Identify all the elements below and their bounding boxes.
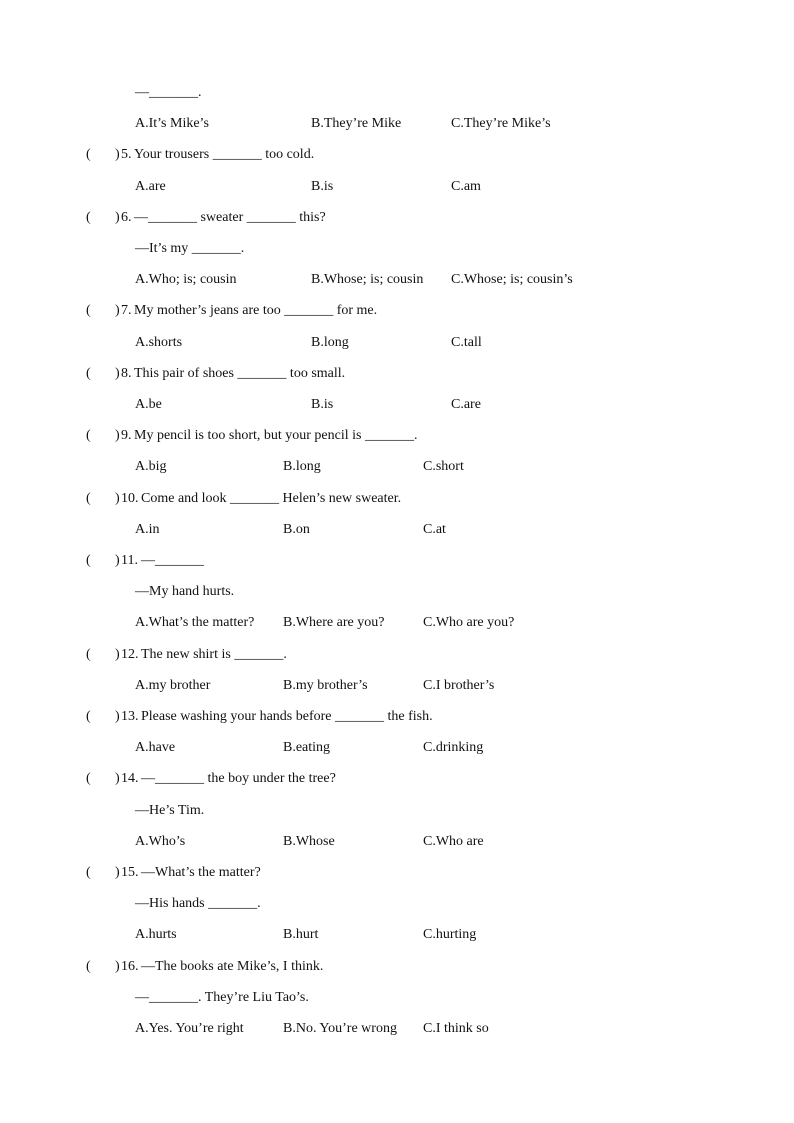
q16-option-b: B.No. You’re wrong <box>283 1021 397 1036</box>
q13-option-c: C.drinking <box>423 740 484 755</box>
q10-stem: Come and look _______ Helen’s new sweater. <box>141 491 402 506</box>
q5-option-c: C.am <box>451 179 481 194</box>
q13-bracket-open: ( <box>86 709 91 724</box>
q16-bracket-open: ( <box>86 959 91 974</box>
q5-stem: Your trousers _______ too cold. <box>134 147 315 162</box>
q12-option-b: B.my brother’s <box>283 678 368 693</box>
q6-bracket-close: ) <box>115 210 120 225</box>
q6-number: 6. <box>121 210 132 225</box>
q16-option-a: A.Yes. You’re right <box>135 1021 244 1036</box>
q14-line-2: —He’s Tim. <box>135 803 205 818</box>
q14-number: 14. <box>121 771 139 786</box>
q8-bracket-close: ) <box>115 366 120 381</box>
q7-bracket-close: ) <box>115 303 120 318</box>
q4-option-b: B.They’re Mike <box>311 116 402 131</box>
q9-option-c: C.short <box>423 459 464 474</box>
q14-bracket-close: ) <box>115 771 120 786</box>
q15-bracket-open: ( <box>86 865 91 880</box>
q6-option-a: A.Who; is; cousin <box>135 272 237 287</box>
q15-option-a: A.hurts <box>135 927 177 942</box>
q6-bracket-open: ( <box>86 210 91 225</box>
q15-option-c: C.hurting <box>423 927 477 942</box>
q10-option-a: A.in <box>135 522 160 537</box>
q11-option-b: B.Where are you? <box>283 615 385 630</box>
q10-bracket-close: ) <box>115 491 120 506</box>
q13-bracket-close: ) <box>115 709 120 724</box>
q11-line-2: —My hand hurts. <box>135 584 235 599</box>
q8-number: 8. <box>121 366 132 381</box>
q4-answer-blank: —_______. <box>135 85 202 100</box>
q9-number: 9. <box>121 428 132 443</box>
q5-number: 5. <box>121 147 132 162</box>
q13-option-a: A.have <box>135 740 176 755</box>
q14-option-c: C.Who are <box>423 834 484 849</box>
q8-option-b: B.is <box>311 397 334 412</box>
q10-option-c: C.at <box>423 522 446 537</box>
q11-bracket-close: ) <box>115 553 120 568</box>
q14-option-b: B.Whose <box>283 834 335 849</box>
q16-number: 16. <box>121 959 139 974</box>
q7-option-b: B.long <box>311 335 349 350</box>
q11-option-a: A.What’s the matter? <box>135 615 255 630</box>
q11-bracket-open: ( <box>86 553 91 568</box>
q11-number: 11. <box>121 553 138 568</box>
q15-line-2: —His hands _______. <box>135 896 261 911</box>
q9-option-a: A.big <box>135 459 167 474</box>
q8-option-a: A.be <box>135 397 162 412</box>
q12-option-a: A.my brother <box>135 678 211 693</box>
q6-option-c: C.Whose; is; cousin’s <box>451 272 573 287</box>
q4-option-a: A.It’s Mike’s <box>135 116 209 131</box>
q9-option-b: B.long <box>283 459 321 474</box>
q10-option-b: B.on <box>283 522 310 537</box>
q16-line-2: —_______. They’re Liu Tao’s. <box>135 990 309 1005</box>
q4-option-c: C.They’re Mike’s <box>451 116 551 131</box>
q13-stem: Please washing your hands before _______ the fish. <box>141 709 433 724</box>
q5-option-a: A.are <box>135 179 166 194</box>
q6-line-2: —It’s my _______. <box>135 241 245 256</box>
q13-option-b: B.eating <box>283 740 331 755</box>
q12-number: 12. <box>121 647 139 662</box>
q9-bracket-open: ( <box>86 428 91 443</box>
q11-option-c: C.Who are you? <box>423 615 515 630</box>
q12-bracket-close: ) <box>115 647 120 662</box>
q15-option-b: B.hurt <box>283 927 319 942</box>
q14-option-a: A.Who’s <box>135 834 186 849</box>
q5-bracket-open: ( <box>86 147 91 162</box>
q6-option-b: B.Whose; is; cousin <box>311 272 424 287</box>
q12-stem: The new shirt is _______. <box>141 647 287 662</box>
q8-bracket-open: ( <box>86 366 91 381</box>
q5-option-b: B.is <box>311 179 334 194</box>
q14-stem: —_______ the boy under the tree? <box>141 771 336 786</box>
q7-stem: My mother’s jeans are too _______ for me. <box>134 303 378 318</box>
q10-bracket-open: ( <box>86 491 91 506</box>
q16-stem: —The books ate Mike’s, I think. <box>141 959 324 974</box>
q7-option-a: A.shorts <box>135 335 183 350</box>
q11-stem: —_______ <box>141 553 204 568</box>
q12-bracket-open: ( <box>86 647 91 662</box>
q15-number: 15. <box>121 865 139 880</box>
q12-option-c: C.I brother’s <box>423 678 495 693</box>
q14-bracket-open: ( <box>86 771 91 786</box>
q7-bracket-open: ( <box>86 303 91 318</box>
q7-option-c: C.tall <box>451 335 482 350</box>
q16-bracket-close: ) <box>115 959 120 974</box>
q10-number: 10. <box>121 491 139 506</box>
q5-bracket-close: ) <box>115 147 120 162</box>
q13-number: 13. <box>121 709 139 724</box>
q9-bracket-close: ) <box>115 428 120 443</box>
q15-stem: —What’s the matter? <box>141 865 261 880</box>
q8-stem: This pair of shoes _______ too small. <box>134 366 346 381</box>
q16-option-c: C.I think so <box>423 1021 489 1036</box>
q8-option-c: C.are <box>451 397 481 412</box>
q7-number: 7. <box>121 303 132 318</box>
q6-stem: —_______ sweater _______ this? <box>134 210 326 225</box>
q15-bracket-close: ) <box>115 865 120 880</box>
q9-stem: My pencil is too short, but your pencil is _______. <box>134 428 418 443</box>
